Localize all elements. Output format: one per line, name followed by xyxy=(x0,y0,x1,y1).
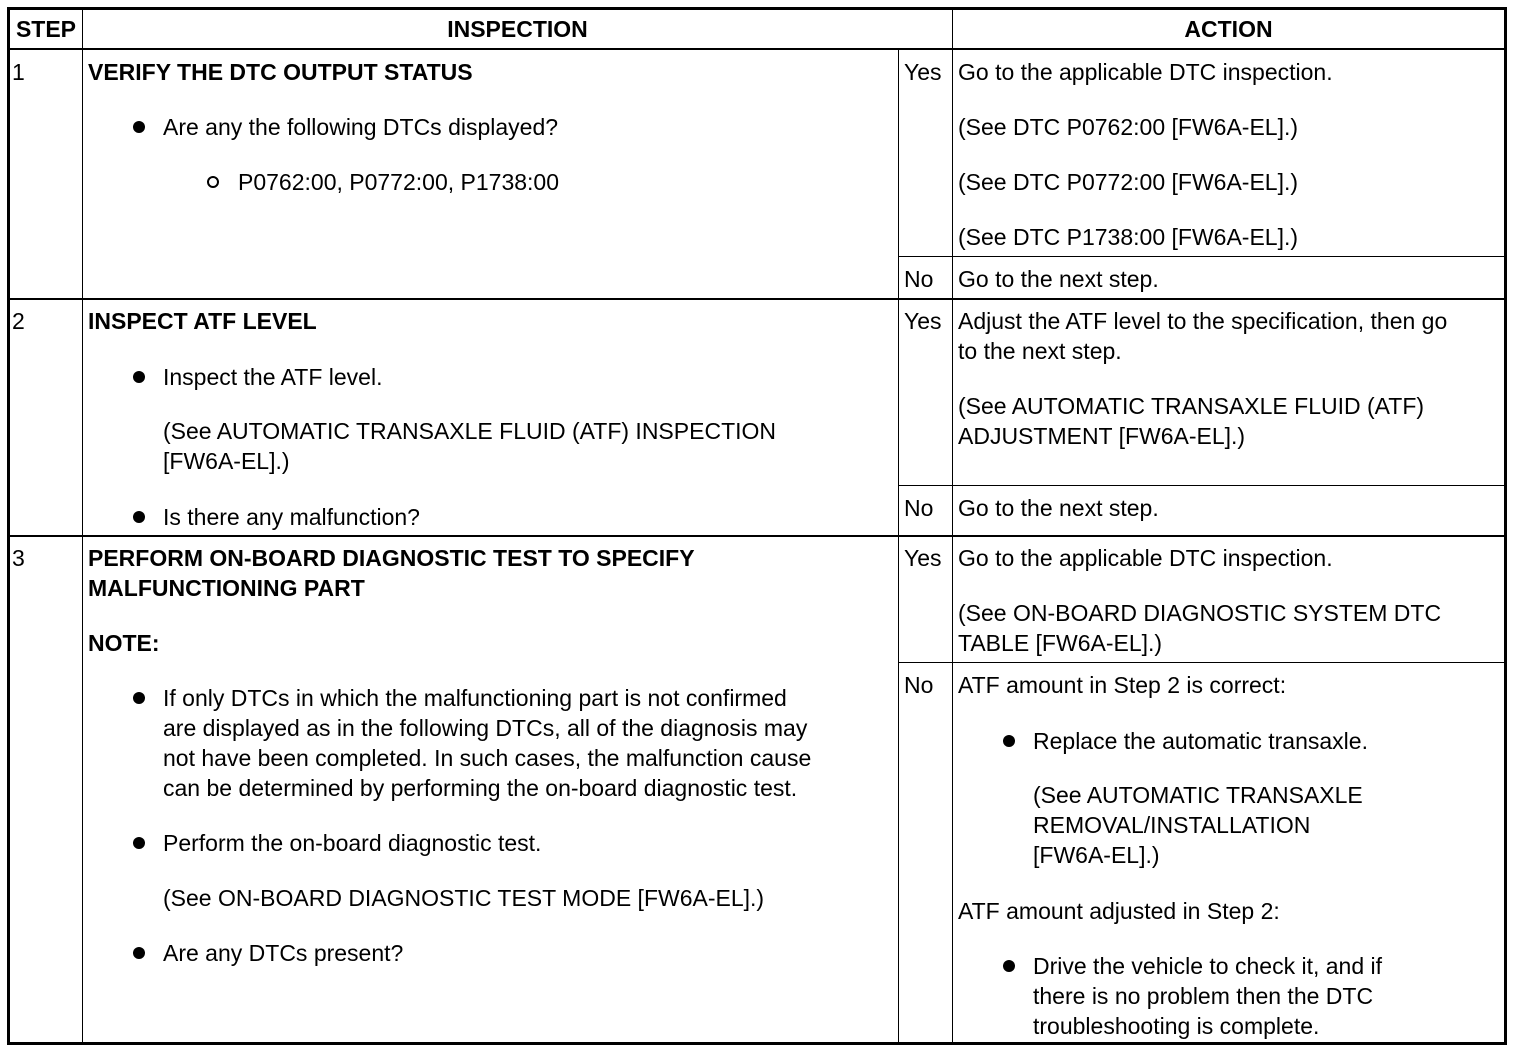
bullet-icon xyxy=(133,692,145,704)
bullet-icon xyxy=(133,837,145,849)
step3-no-label: No xyxy=(904,672,934,698)
bullet-icon xyxy=(133,371,145,383)
step1-sub-bullet: P0762:00, P0772:00, P1738:00 xyxy=(238,169,560,195)
sub-bullet-icon xyxy=(207,176,219,188)
step2-yes-line: (See AUTOMATIC TRANSAXLE FLUID (ATF) xyxy=(958,393,1425,419)
step3-bullet3: Are any DTCs present? xyxy=(163,940,404,966)
step3-bullet1-line: are displayed as in the following DTCs, all of the diagnosis may xyxy=(163,715,808,741)
step3-yes-label: Yes xyxy=(904,545,942,571)
step1-yes-no-divider xyxy=(898,256,1504,257)
step3-no-bullet2-line: Drive the vehicle to check it, and if xyxy=(1033,953,1382,979)
step2-ref-line: (See AUTOMATIC TRANSAXLE FLUID (ATF) INSPECTION xyxy=(163,418,777,444)
step1-yes-ref: (See DTC P1738:00 [FW6A-EL].) xyxy=(958,224,1299,250)
step2-bottom-divider xyxy=(10,535,1504,537)
bullet-icon xyxy=(133,947,145,959)
step1-bullet1: Are any the following DTCs displayed? xyxy=(163,114,559,140)
step1-title: VERIFY THE DTC OUTPUT STATUS xyxy=(88,59,473,85)
step2-title: INSPECT ATF LEVEL xyxy=(88,308,317,334)
step3-no-ref-line: REMOVAL/INSTALLATION xyxy=(1033,812,1311,838)
column-divider-step xyxy=(82,10,83,1042)
step3-yes-line: (See ON-BOARD DIAGNOSTIC SYSTEM DTC xyxy=(958,600,1442,626)
step2-no-text: Go to the next step. xyxy=(958,495,1159,521)
diagnostic-table xyxy=(7,7,1507,1045)
step2-yes-line: ADJUSTMENT [FW6A-EL].) xyxy=(958,423,1246,449)
step2-yes-line: to the next step. xyxy=(958,338,1122,364)
step3-no-ref-line: (See AUTOMATIC TRANSAXLE xyxy=(1033,782,1363,808)
step1-yes-label: Yes xyxy=(904,59,942,85)
step3-bullet1-line: If only DTCs in which the malfunctioning part is not confirmed xyxy=(163,685,787,711)
step3-title-line: PERFORM ON-BOARD DIAGNOSTIC TEST TO SPECIFY xyxy=(88,545,695,571)
step3-bullet1-line: can be determined by performing the on-board diagnostic test. xyxy=(163,775,798,801)
step3-yes-no-divider xyxy=(898,662,1504,663)
step1-yes-text: Go to the applicable DTC inspection. xyxy=(958,59,1333,85)
step2-no-label: No xyxy=(904,495,934,521)
bullet-icon xyxy=(133,121,145,133)
step1-number: 1 xyxy=(12,59,25,85)
step2-yes-line: Adjust the ATF level to the specification, then go xyxy=(958,308,1448,334)
step2-number: 2 xyxy=(12,308,25,334)
step3-bullet1-line: not have been completed. In such cases, the malfunction cause xyxy=(163,745,812,771)
step1-yes-ref: (See DTC P0772:00 [FW6A-EL].) xyxy=(958,169,1299,195)
step2-bullet1: Inspect the ATF level. xyxy=(163,364,383,390)
bullet-icon xyxy=(1003,735,1015,747)
step3-bullet2: Perform the on-board diagnostic test. xyxy=(163,830,542,856)
step3-note-label: NOTE: xyxy=(88,630,160,656)
header-inspection: INSPECTION xyxy=(447,16,588,42)
step3-no-bullet2-line: troubleshooting is complete. xyxy=(1033,1013,1320,1039)
step3-no-head2: ATF amount adjusted in Step 2: xyxy=(958,898,1280,924)
step3-number: 3 xyxy=(12,545,25,571)
bullet-icon xyxy=(133,511,145,523)
bullet-icon xyxy=(1003,960,1015,972)
step3-yes-line: Go to the applicable DTC inspection. xyxy=(958,545,1333,571)
column-divider-action xyxy=(952,10,953,1042)
step3-yes-line: TABLE [FW6A-EL].) xyxy=(958,630,1163,656)
step3-no-head1: ATF amount in Step 2 is correct: xyxy=(958,672,1287,698)
step2-ref-line: [FW6A-EL].) xyxy=(163,448,290,474)
step3-ref: (See ON-BOARD DIAGNOSTIC TEST MODE [FW6A-EL].) xyxy=(163,885,765,911)
column-divider-yesno xyxy=(898,48,899,1042)
header-action: ACTION xyxy=(1184,16,1273,42)
step1-no-label: No xyxy=(904,266,934,292)
step3-no-ref-line: [FW6A-EL].) xyxy=(1033,842,1160,868)
step3-title-line: MALFUNCTIONING PART xyxy=(88,575,365,601)
step2-yes-label: Yes xyxy=(904,308,942,334)
step3-no-bullet1: Replace the automatic transaxle. xyxy=(1033,728,1368,754)
header-step: STEP xyxy=(15,16,77,42)
header-divider xyxy=(10,48,1504,50)
step2-bullet2: Is there any malfunction? xyxy=(163,504,420,530)
step1-bottom-divider xyxy=(10,298,1504,300)
step1-no-text: Go to the next step. xyxy=(958,266,1159,292)
step3-no-bullet2-line: there is no problem then the DTC xyxy=(1033,983,1374,1009)
step2-yes-no-divider xyxy=(898,485,1504,486)
step1-yes-ref: (See DTC P0762:00 [FW6A-EL].) xyxy=(958,114,1299,140)
